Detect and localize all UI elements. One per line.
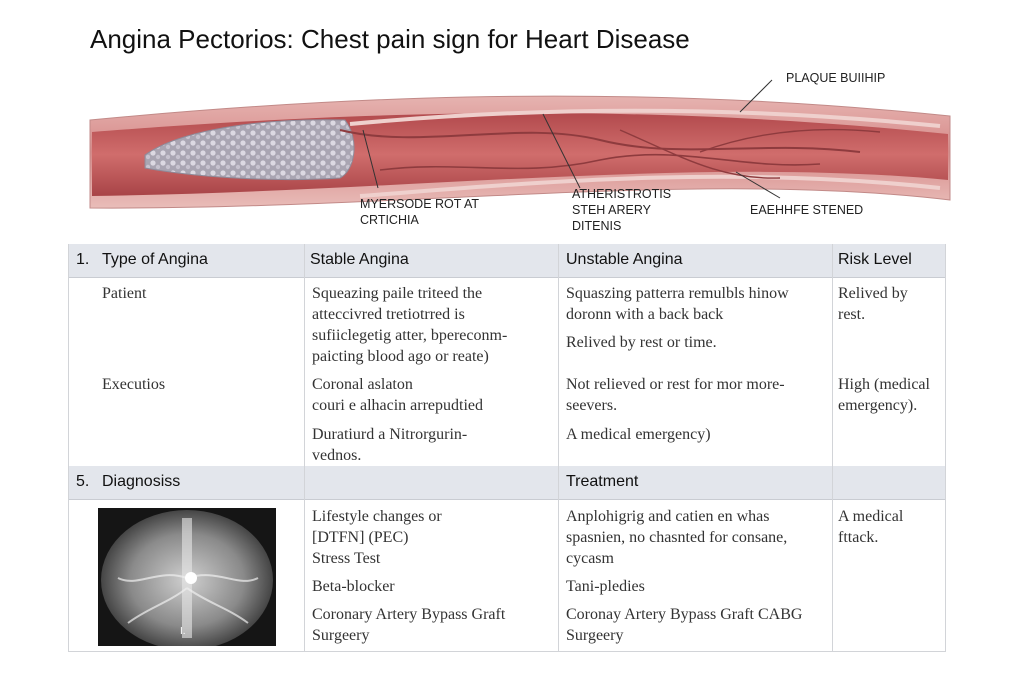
- cell-line: vednos.: [312, 447, 362, 464]
- row-label-patient: Patient: [102, 285, 147, 302]
- cell-patient-stable: [312, 283, 507, 367]
- cell-exec-stable-2: [312, 424, 467, 466]
- label-athero-1: ATHERISTROTIS: [572, 187, 672, 201]
- chest-xray-image: [98, 508, 276, 646]
- xray-caption: I.: [180, 626, 186, 637]
- xray-graphic: [98, 508, 276, 646]
- cell-line: Not relieved or rest for mor more-: [566, 376, 785, 393]
- cell-line: Coronay Artery Bypass Graft CABG: [566, 606, 803, 623]
- cell-line: fttack.: [838, 529, 879, 546]
- cell-line: A medical: [838, 508, 904, 525]
- cell-diag-beta: Beta-blocker: [312, 578, 395, 595]
- cell-exec-risk: [838, 374, 930, 416]
- row-label-exec: Executios: [102, 376, 166, 393]
- cell-line: Anplohigrig and catien en whas: [566, 508, 770, 525]
- cell-diag-unstable-3: [566, 604, 802, 646]
- cell-patient-unstable: [566, 283, 789, 325]
- column-divider: [832, 244, 833, 652]
- header-unstable: Unstable Angina: [566, 251, 683, 268]
- table-header-row-2: [68, 466, 946, 500]
- table-border-bottom: [68, 651, 946, 652]
- cell-line: emergency).: [838, 397, 918, 414]
- page-title: Angina Pectorios: Chest pain sign for Heart Disease: [90, 24, 690, 54]
- cell-line: Stress Test: [312, 550, 381, 567]
- label-myersode-2: CRTICHIA: [360, 213, 419, 227]
- cell-line: Squeazing paile triteed the: [312, 285, 483, 302]
- table-border-left: [68, 244, 69, 652]
- cell-line: Squaszing patterra remulbls hinow: [566, 285, 789, 302]
- header-diagnosis: Diagnosiss: [102, 473, 181, 490]
- cell-line: sufiiclegetig atter, bpereconm-: [312, 327, 508, 344]
- cell-line: Coronal aslaton: [312, 376, 413, 393]
- header-treatment: Treatment: [566, 473, 639, 490]
- label-athero-2: STEH ARERY: [572, 203, 651, 217]
- cell-diag-unstable: [566, 506, 787, 569]
- header-risk: Risk Level: [838, 251, 912, 268]
- cell-exec-unstable-2: A medical emergency): [566, 426, 711, 443]
- header-type: Type of Angina: [102, 251, 208, 268]
- label-athero-3: DITENIS: [572, 219, 622, 233]
- cell-line: atteccivred tretiotrred is: [312, 306, 465, 323]
- cell-line: Lifestyle changes or: [312, 508, 442, 525]
- artery-illustration: [0, 60, 1024, 240]
- header-stable: Stable Angina: [310, 251, 409, 268]
- label-plaque: PLAQUE BUIIHIP: [786, 71, 886, 85]
- table-border-right: [945, 244, 946, 652]
- cell-diag-stable: [312, 506, 442, 569]
- cell-line: seevers.: [566, 397, 618, 414]
- cell-line: doronn with a back back: [566, 306, 724, 323]
- cell-line: Duratiurd a Nitrorgurin-: [312, 426, 468, 443]
- column-divider: [558, 244, 559, 652]
- cell-exec-stable: [312, 374, 483, 416]
- cell-line: High (medical: [838, 376, 930, 393]
- cell-line: Surgeery: [312, 627, 370, 644]
- cell-line: paicting blood ago or reate): [312, 348, 489, 365]
- header2-num: 5.: [76, 473, 90, 490]
- cell-line: [DTFN] (PEC): [312, 529, 409, 546]
- cell-patient-unstable-2: Relived by rest or time.: [566, 334, 717, 351]
- header-num: 1.: [76, 251, 90, 268]
- cell-line: couri e alhacin arrepudtied: [312, 397, 484, 414]
- cell-line: spasnien, no chasnted for consane,: [566, 529, 788, 546]
- cell-line: cycasm: [566, 550, 614, 567]
- cell-diag-unstable-2: Tani-pledies: [566, 578, 645, 595]
- cell-exec-unstable: [566, 374, 785, 416]
- cell-line: rest.: [838, 306, 866, 323]
- cell-line: Relived by: [838, 285, 908, 302]
- cell-line: Coronary Artery Bypass Graft: [312, 606, 506, 623]
- label-myersode-1: MYERSODE ROT AT: [360, 197, 480, 211]
- cell-diag-risk: [838, 506, 903, 548]
- column-divider: [304, 244, 305, 652]
- cell-patient-risk: [838, 283, 908, 325]
- cell-diag-cabg: [312, 604, 505, 646]
- cell-line: Surgeery: [566, 627, 624, 644]
- table-header-row: [68, 244, 946, 278]
- label-eaehhfe: EAEHHFE STENED: [750, 203, 864, 217]
